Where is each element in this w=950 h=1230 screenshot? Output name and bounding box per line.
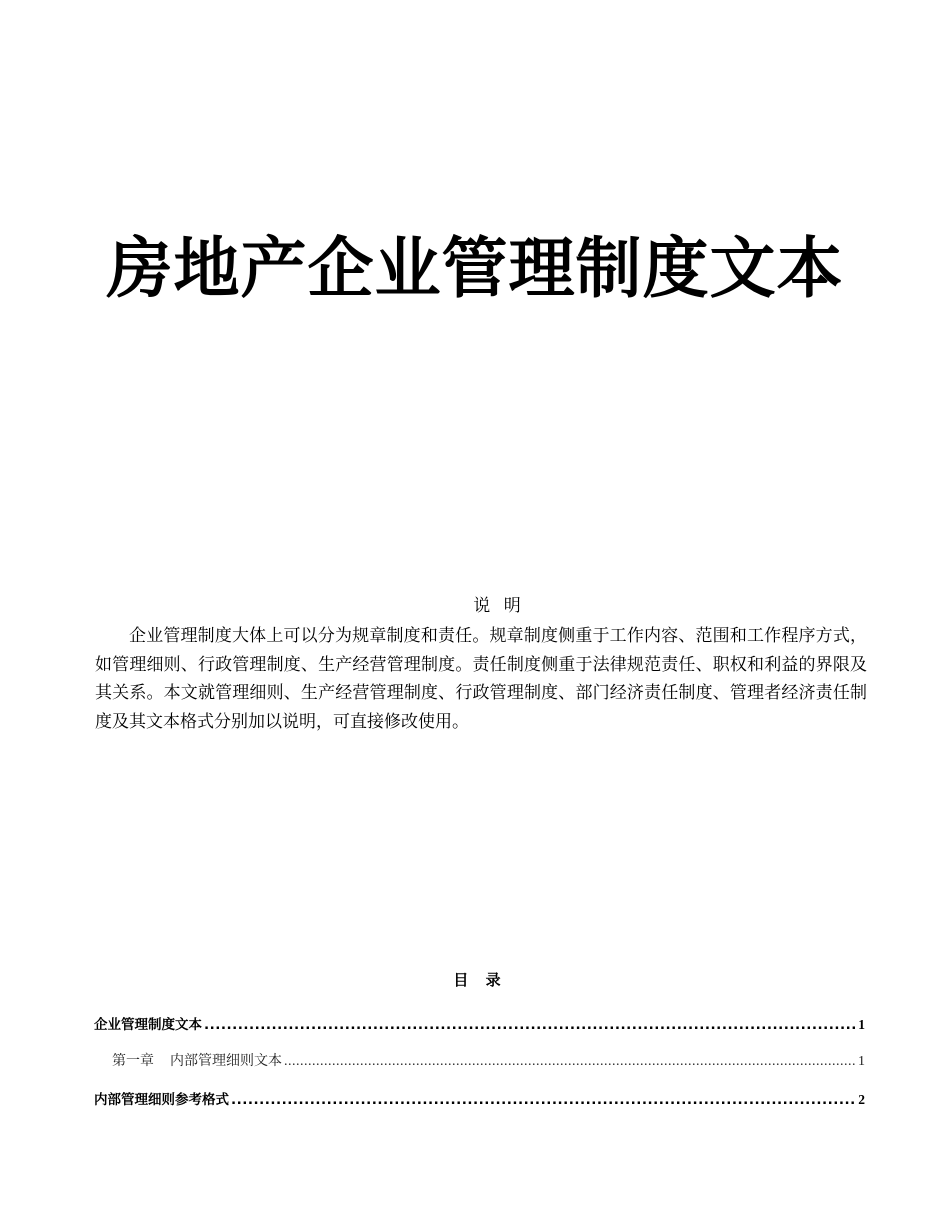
toc-leader-dots bbox=[284, 1053, 856, 1071]
toc-leader-dots bbox=[204, 1016, 856, 1034]
toc-entry-label: 内部管理细则文本 bbox=[170, 1054, 282, 1069]
toc-heading: 目 录 bbox=[453, 971, 507, 989]
toc-entry-label: 企业管理制度文本 bbox=[94, 1017, 202, 1033]
toc-entry[interactable] bbox=[94, 1053, 865, 1071]
document-title: 房地产企业管理制度文本 bbox=[106, 229, 844, 307]
toc-chapter-number: 第一章 bbox=[112, 1054, 154, 1069]
toc-leader-dots bbox=[231, 1091, 856, 1109]
toc-page-number: 2 bbox=[858, 1092, 865, 1107]
toc-entry-label: 内部管理细则参考格式 bbox=[94, 1092, 229, 1108]
note-body: 企业管理制度大体上可以分为规章制度和责任。规章制度侧重于工作内容、范围和工作程序方式，如管理细则、行政管理制度、生产经营管理制度。责任制度侧重于法律规范责任、职权和利益的界限及其关系。本文就管理细则、生产经营管理制度、行政管理制度、部门经济责任制度、管理者经济责任制度及其文本格式分别加以说明，可直接修改使用。 bbox=[95, 626, 867, 732]
toc-entry[interactable] bbox=[94, 1016, 865, 1034]
note-heading: 说 明 bbox=[473, 596, 525, 616]
toc-page-number: 1 bbox=[858, 1017, 865, 1032]
toc-entry[interactable] bbox=[94, 1091, 865, 1109]
toc-page-number: 1 bbox=[858, 1054, 865, 1069]
